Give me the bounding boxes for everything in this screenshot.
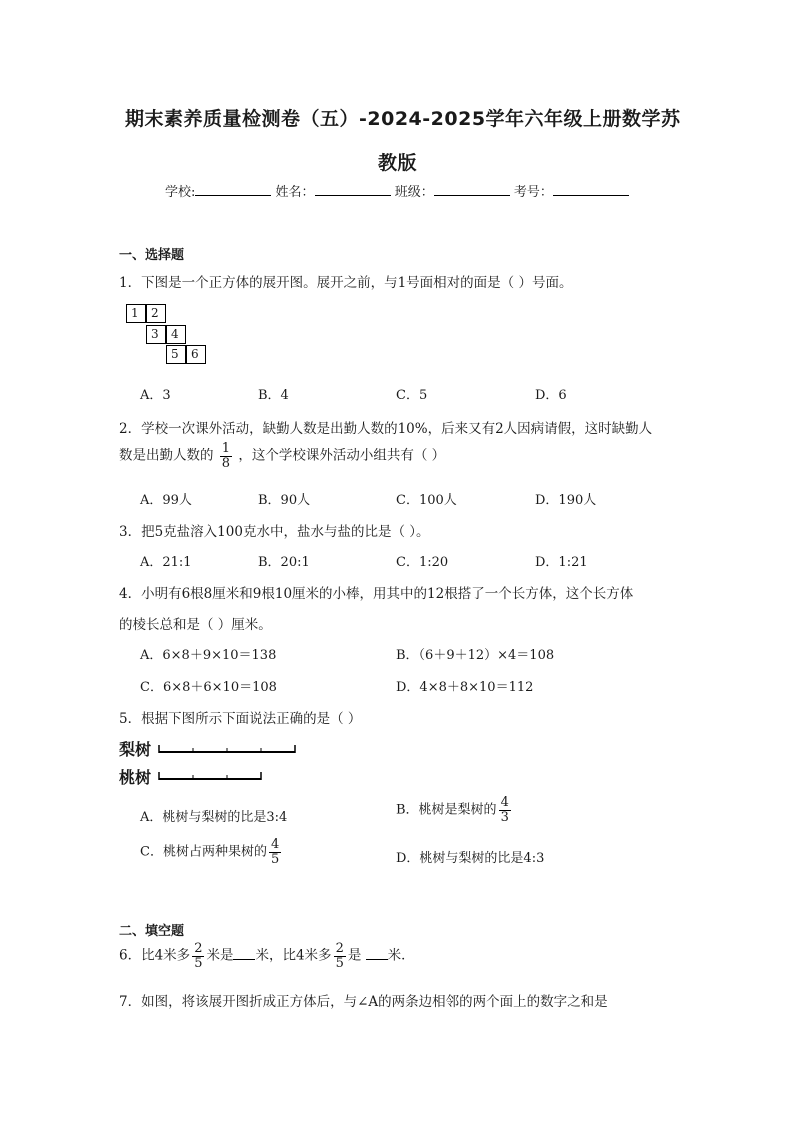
q2-line2-post: ，这个学校课外活动小组共有（ ）: [238, 447, 446, 464]
q3-option-c[interactable]: C．1:20: [396, 555, 449, 570]
pear-tree-label: 梨树: [119, 740, 152, 759]
q5-option-c-den: 5: [270, 851, 280, 867]
q2-fraction: [220, 442, 232, 470]
school-blank[interactable]: [195, 183, 271, 196]
q2-fraction-den: 8: [221, 455, 231, 471]
q5-option-c-fraction: [269, 838, 281, 866]
question-4-line2: 的棱长总和是（ ）厘米。: [119, 617, 272, 633]
q2-option-b[interactable]: B．90人: [258, 493, 311, 508]
q2-line2-pre: 数是出勤人数的: [119, 447, 214, 464]
q5-option-a[interactable]: A．桃树与梨树的比是3:4: [140, 810, 288, 825]
q6-fraction-2-den: 5: [335, 955, 344, 971]
peach-tree-label: 桃树: [119, 768, 152, 787]
net-face-2: 2: [146, 304, 166, 323]
page-title-line1: 期末素养质量检测卷（五）-2024-2025学年六年级上册数学苏: [125, 108, 681, 130]
q4-option-c[interactable]: C．6×8＋6×10＝108: [140, 680, 277, 695]
q6-blank-2[interactable]: [366, 947, 388, 960]
question-4-line1: 4．小明有6根8厘米和9根10厘米的小棒，用其中的12根搭了一个长方体，这个长方体: [119, 586, 634, 602]
section-title-choice: 一、选择题: [119, 248, 185, 263]
q4-option-a[interactable]: A．6×8＋9×10＝138: [140, 648, 277, 663]
q4-option-b[interactable]: B．（6＋9＋12）×4＝108: [396, 648, 555, 663]
q5-option-c[interactable]: [140, 838, 283, 866]
net-face-1: 1: [126, 304, 146, 323]
school-label: 学校:: [165, 185, 196, 200]
q3-option-a[interactable]: A．21:1: [140, 555, 192, 570]
q3-option-d[interactable]: D．1:21: [535, 555, 588, 570]
q5-option-b-num: 4: [500, 795, 509, 810]
q6-fraction-2-num: 2: [335, 941, 344, 956]
q1-option-b[interactable]: B．4: [258, 388, 289, 403]
question-2-line1: 2．学校一次课外活动，缺勤人数是出勤人数的10%，后来又有2人因病请假，这时缺勤人: [119, 421, 653, 437]
question-2-line2: [119, 442, 445, 470]
name-blank[interactable]: [315, 183, 391, 196]
pear-tree-bar: [158, 740, 298, 758]
q5-option-b-text: B．桃树是梨树的: [396, 802, 497, 818]
q2-option-a[interactable]: A．99人: [140, 493, 192, 508]
q5-option-b[interactable]: [396, 796, 513, 824]
class-blank[interactable]: [434, 183, 510, 196]
q4-option-d[interactable]: D．4×8＋8×10＝112: [396, 680, 534, 695]
q6-fraction-2: [334, 942, 346, 970]
q5-option-b-den: 3: [500, 809, 509, 825]
q3-option-b[interactable]: B．20:1: [258, 555, 310, 570]
section-title-fill: 二、填空题: [119, 924, 185, 939]
exam-no-blank[interactable]: [553, 183, 629, 196]
q5-option-c-text: C．桃树占两种果树的: [140, 844, 267, 860]
q6-part2: 米是: [206, 947, 234, 964]
q1-option-a[interactable]: A．3: [140, 388, 171, 403]
question-6-text: [119, 942, 415, 970]
question-3-text: 3．把5克盐溶入100克水中，盐水与盐的比是（ ）。: [119, 524, 430, 540]
q2-fraction-num: 1: [221, 441, 231, 456]
question-7-text: 7．如图，将该展开图折成正方体后，与∠A的两条边相邻的两个面上的数字之和是: [119, 994, 608, 1010]
question-5-text: 5．根据下图所示下面说法正确的是（ ）: [119, 711, 362, 727]
name-label: 姓名：: [275, 185, 315, 200]
q6-fraction-1-num: 2: [194, 941, 203, 956]
q6-blank-1[interactable]: [233, 947, 255, 960]
q6-part3: 米，比4米多: [255, 947, 332, 964]
q5-option-c-num: 4: [270, 837, 280, 852]
q5-option-d[interactable]: D．桃树与梨树的比是4:3: [396, 851, 545, 866]
net-face-4: 4: [166, 325, 186, 344]
q5-option-b-fraction: [499, 796, 511, 824]
q6-fraction-1-den: 5: [194, 955, 203, 971]
q6-part1: 6．比4米多: [119, 947, 191, 964]
q1-option-c[interactable]: C．5: [396, 388, 428, 403]
question-1-text: 1．下图是一个正方体的展开图。展开之前，与1号面相对的面是（ ）号面。: [119, 275, 573, 291]
q6-part5: 米．: [387, 947, 415, 964]
q2-option-d[interactable]: D．190人: [535, 493, 597, 508]
q2-option-c[interactable]: C．100人: [396, 493, 457, 508]
page-title-line2: 教版: [378, 152, 418, 174]
student-info-row: [165, 181, 629, 200]
class-label: 班级：: [394, 185, 434, 200]
q1-option-d[interactable]: D．6: [535, 388, 567, 403]
q6-part4: 是: [347, 947, 366, 964]
net-face-5: 5: [166, 345, 186, 364]
net-face-6: 6: [186, 345, 206, 364]
q6-fraction-1: [192, 942, 204, 970]
net-face-3: 3: [146, 325, 166, 344]
exam-no-label: 考号：: [513, 185, 553, 200]
peach-tree-bar: [158, 767, 298, 785]
